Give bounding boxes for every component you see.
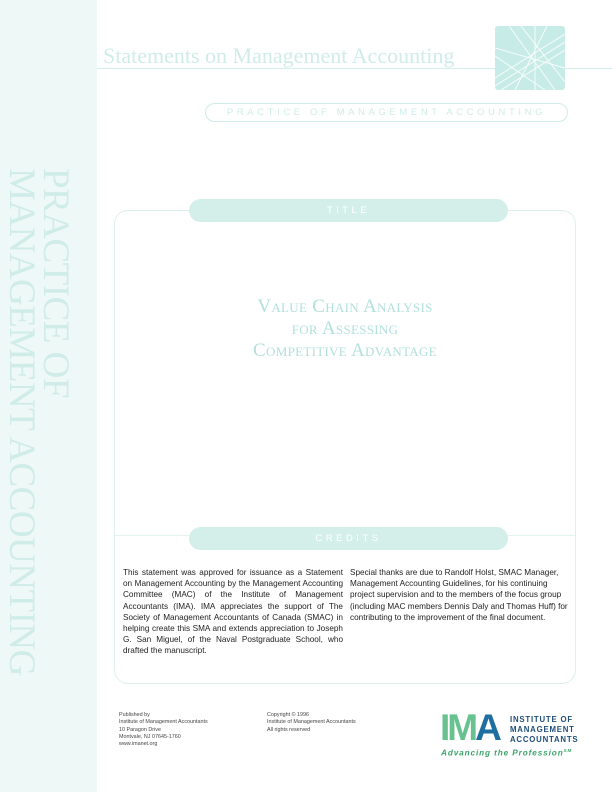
abstract-lines-icon — [495, 26, 565, 90]
document-title-line-2: for Assessing — [291, 318, 399, 339]
document-title-line-1: Value Chain Analysis — [257, 296, 433, 317]
vertical-title-line-2: MANAGEMENT ACCOUNTING — [1, 168, 42, 676]
ima-name-line: MANAGEMENT — [510, 725, 575, 734]
credits-label-pill: CREDITS — [189, 527, 508, 550]
ima-logo-name — [510, 715, 578, 745]
copyright-line: Copyright © 1996 — [267, 712, 310, 718]
publisher-info — [119, 712, 208, 748]
publisher-line: Institute of Management Accountants — [119, 719, 208, 726]
vertical-series-title — [1, 168, 76, 676]
document-title — [160, 296, 530, 362]
credits-right-paragraph: Special thanks are due to Randolf Holst, SMAC Manager, Management Accounting Guidelines, for his continuing project supervision and to the members of the focus group (including MAC members Dennis Daly and Thomas Huff) for contributing to the improvement of the final document. — [350, 568, 568, 622]
service-mark: SM — [563, 748, 573, 753]
ima-logo — [440, 707, 580, 761]
publisher-line: 10 Paragon Drive — [119, 726, 161, 733]
publisher-line: Montvale, NJ 07645-1760 — [119, 733, 181, 740]
header-graphic — [495, 26, 565, 90]
vertical-title-line-1: PRACTICE OF — [35, 168, 76, 398]
title-label-pill: TITLE — [189, 199, 508, 222]
document-title-line-3: Competitive Advantage — [253, 340, 437, 361]
publisher-website-link[interactable]: www.imanet.org — [119, 741, 158, 748]
publisher-line: Published by — [119, 712, 150, 718]
credits-left-paragraph: This statement was approved for issuance as a Statement on Management Accounting by the Management Accounting Committee (MAC) of the Institute of Management Accountants (IMA). IMA appreciates the support of The Society of Management Accountants of Canada (SMAC) in helping create this SMA and extends appreciation to Joseph G. San Miguel, of the Naval Postgraduate School, who drafted the manuscript. — [123, 568, 343, 656]
ima-logo-letters — [440, 707, 499, 748]
series-title: Statements on Management Accounting — [103, 43, 455, 68]
ima-tagline-text: Advancing the Profession — [441, 748, 564, 758]
category-pill: PRACTICE OF MANAGEMENT ACCOUNTING — [205, 103, 568, 122]
ima-logo-letter-a: A — [475, 707, 499, 748]
ima-name-line: ACCOUNTANTS — [510, 735, 579, 744]
copyright-info — [267, 712, 356, 734]
copyright-line: All rights reserved — [267, 726, 311, 733]
ima-logo-letters-im: IM — [440, 707, 476, 748]
ima-tagline — [441, 748, 572, 758]
ima-name-line: INSTITUTE OF — [510, 715, 573, 724]
copyright-line: Institute of Management Accountants — [267, 719, 356, 726]
